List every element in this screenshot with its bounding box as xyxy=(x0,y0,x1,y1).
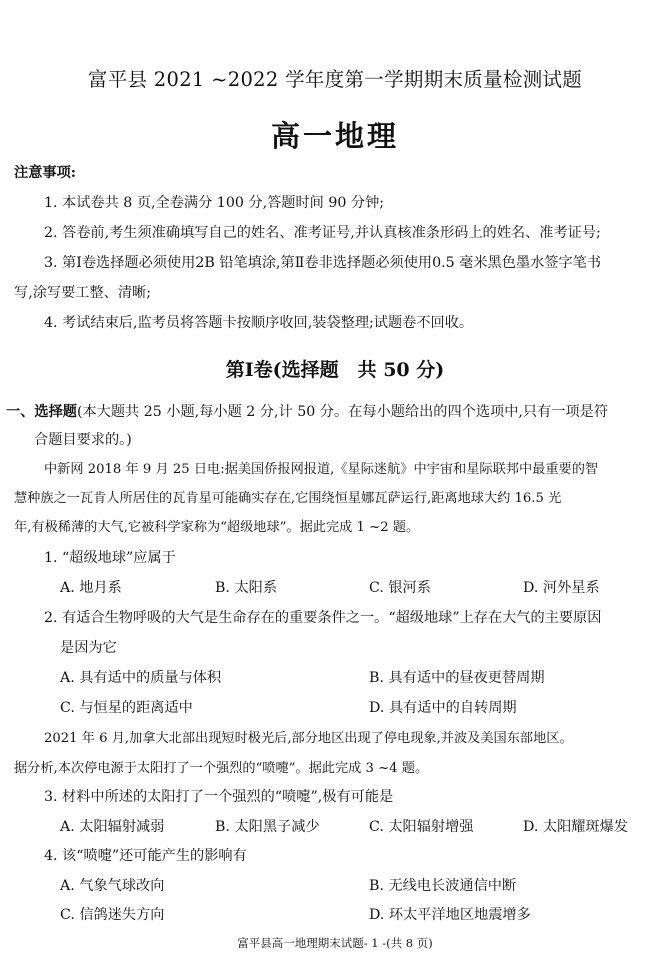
part-intro xyxy=(6,402,608,422)
q1-option-a: A. 地月系 xyxy=(60,580,122,596)
notice-item-2: 2. 答卷前,考生须准确填写自己的姓名、准考证号,并认真核准条形码上的姓名、准考证号; xyxy=(44,225,601,241)
q3-option-b: B. 太阳黑子减少 xyxy=(215,819,320,835)
part-desc-cont: 合题目要求的。) xyxy=(34,432,132,448)
q2-stem-cont: 是因为它 xyxy=(60,640,117,656)
q1-stem: 1. “超级地球”应属于 xyxy=(44,550,176,566)
q1-option-c: C. 银河系 xyxy=(369,580,431,596)
passage1-line-3: 年,有极稀薄的大气,它被科学家称为“超级地球”。据此完成 1 ~2 题。 xyxy=(14,520,420,535)
passage2-line-2: 据分析,本次停电源于太阳打了一个强烈的“喷嚏”。据此完成 3 ~4 题。 xyxy=(14,761,429,776)
notice-item-4: 4. 考试结束后,监考员将答题卡按顺序收回,装袋整理;试题卷不回收。 xyxy=(44,315,474,331)
q1-option-b: B. 太阳系 xyxy=(215,580,278,596)
exam-title: 富平县 2021 ~2022 学年度第一学期期末质量检测试题 xyxy=(87,68,583,91)
q4-option-b: B. 无线电长波通信中断 xyxy=(369,878,517,894)
q3-option-d: D. 太阳耀斑爆发 xyxy=(523,819,629,835)
notice-item-1: 1. 本试卷共 8 页,全卷满分 100 分,答题时间 90 分钟; xyxy=(44,195,385,211)
notice-item-3-cont: 写,涂写要工整、清晰; xyxy=(14,285,151,301)
q2-option-d: D. 具有适中的自转周期 xyxy=(369,700,517,716)
q4-option-a: A. 气象气球改向 xyxy=(60,878,165,894)
notice-item-3: 3. 第Ⅰ卷选择题必须使用2B 铅笔填涂,第Ⅱ卷非选择题必须使用0.5 毫米黑色墨水签字笔书 xyxy=(44,255,602,271)
page-footer: 富平县高一地理期末试题- 1 -(共 8 页) xyxy=(237,936,433,950)
subject-title: 高一地理 xyxy=(270,119,399,153)
q1-option-d: D. 河外星系 xyxy=(523,580,600,596)
q4-option-c: C. 信鸽迷失方向 xyxy=(60,907,165,923)
q3-option-a: A. 太阳辐射减弱 xyxy=(60,819,165,835)
q2-option-b: B. 具有适中的昼夜更替周期 xyxy=(369,670,545,686)
passage2-line-1: 2021 年 6 月,加拿大北部出现短时极光后,部分地区出现了停电现象,并波及美国东部地区。 xyxy=(44,731,573,746)
q4-option-d: D. 环太平洋地区地震增多 xyxy=(369,907,531,923)
q3-stem: 3. 材料中所述的太阳打了一个强烈的“喷嚏”,极有可能是 xyxy=(44,789,394,805)
notice-heading: 注意事项: xyxy=(14,165,76,181)
q2-option-a: A. 具有适中的质量与体积 xyxy=(60,670,222,686)
passage1-line-1: 中新网 2018 年 9 月 25 日电:据美国侨报网报道,《星际迷航》中宇宙和星际联邦中最重要的智 xyxy=(44,462,599,477)
section-title: 第Ⅰ卷(选择题 共 50 分) xyxy=(225,359,445,381)
part-desc: (本大题共 25 小题,每小题 2 分,计 50 分。在每小题给出的四个选项中,只有一项是符 xyxy=(76,404,609,420)
q3-option-c: C. 太阳辐射增强 xyxy=(369,819,474,835)
q4-stem: 4. 该“喷嚏”还可能产生的影响有 xyxy=(44,848,247,864)
part-label: 一、选择题 xyxy=(6,404,77,420)
passage1-line-2: 慧种族之一瓦肯人所居住的瓦肯星可能确实存在,它围绕恒星娜瓦萨运行,距离地球大约 16.5 光 xyxy=(14,491,562,506)
q2-stem: 2. 有适合生物呼吸的大气是生命存在的重要条件之一。“超级地球”上存在大气的主要原因 xyxy=(44,610,602,626)
q2-option-c: C. 与恒星的距离适中 xyxy=(60,700,193,716)
